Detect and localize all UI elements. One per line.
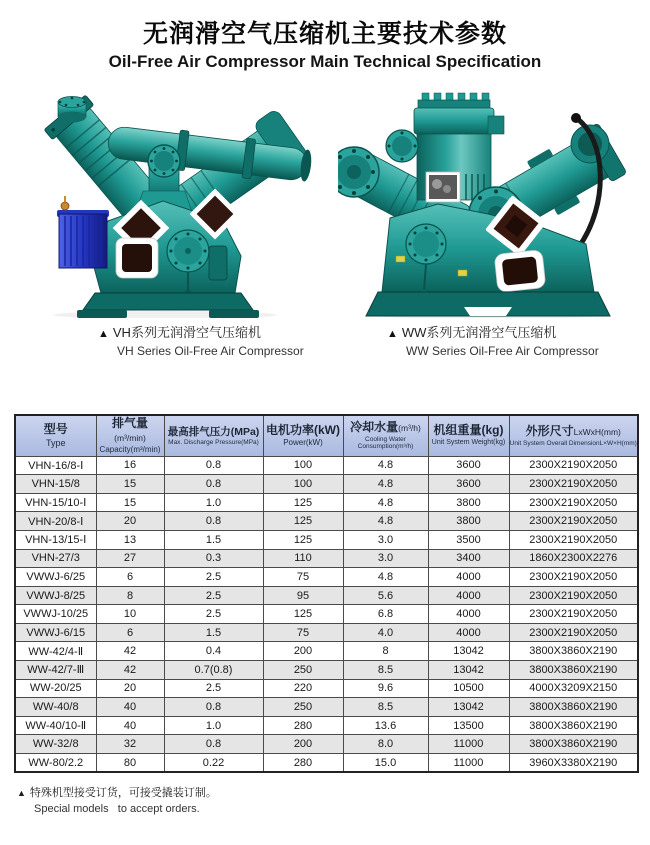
value-cell: 6	[96, 623, 164, 642]
spec-table	[14, 414, 639, 773]
vh-caption	[98, 322, 325, 358]
value-cell: 2300X2190X2050	[509, 530, 638, 549]
value-cell: 0.3	[164, 549, 263, 568]
spec-table-body	[15, 456, 638, 772]
value-cell: 1.5	[164, 530, 263, 549]
vh-caption-en: VH Series Oil-Free Air Compressor	[117, 344, 304, 358]
table-row	[15, 661, 638, 680]
value-cell: 3800X3860X2190	[509, 661, 638, 680]
value-cell: 2300X2190X2050	[509, 586, 638, 605]
value-cell: 95	[263, 586, 343, 605]
value-cell: 125	[263, 493, 343, 512]
value-cell: 20	[96, 679, 164, 698]
table-row	[15, 735, 638, 754]
ww-caption-en: WW Series Oil-Free Air Compressor	[406, 344, 599, 358]
value-cell: 125	[263, 530, 343, 549]
model-cell: WW-32/8	[15, 735, 96, 754]
value-cell: 3500	[428, 530, 509, 549]
value-cell: 3800	[428, 493, 509, 512]
value-cell: 4.8	[343, 512, 428, 531]
value-cell: 125	[263, 512, 343, 531]
value-cell: 13042	[428, 698, 509, 717]
product-vh	[0, 86, 325, 358]
col-header-capacity: 排气量(m³/min) Capacity(m³/min)	[96, 415, 164, 456]
value-cell: 80	[96, 754, 164, 773]
value-cell: 75	[263, 623, 343, 642]
value-cell: 3800X3860X2190	[509, 642, 638, 661]
value-cell: 1.0	[164, 493, 263, 512]
ww-caption	[387, 322, 650, 358]
table-row	[15, 549, 638, 568]
model-cell: VHN-20/8-Ⅰ	[15, 512, 96, 531]
table-row	[15, 475, 638, 494]
value-cell: 4000	[428, 568, 509, 587]
value-cell: 4000X3209X2150	[509, 679, 638, 698]
value-cell: 4000	[428, 586, 509, 605]
value-cell: 2.5	[164, 679, 263, 698]
value-cell: 110	[263, 549, 343, 568]
value-cell: 42	[96, 661, 164, 680]
model-cell: VWWJ-6/15	[15, 623, 96, 642]
value-cell: 13042	[428, 642, 509, 661]
value-cell: 0.22	[164, 754, 263, 773]
col-header-weight: 机组重量(kg) Unit System Weight(kg)	[428, 415, 509, 456]
value-cell: 2.5	[164, 586, 263, 605]
value-cell: 13500	[428, 716, 509, 735]
model-cell: WW-20/25	[15, 679, 96, 698]
value-cell: 15	[96, 493, 164, 512]
value-cell: 40	[96, 698, 164, 717]
value-cell: 0.8	[164, 735, 263, 754]
value-cell: 2300X2190X2050	[509, 568, 638, 587]
value-cell: 10500	[428, 679, 509, 698]
footnote-zh: 特殊机型接受订货，可接受撬装订制。	[29, 787, 217, 800]
model-cell: VWWJ-8/25	[15, 586, 96, 605]
vh-tee-flange	[148, 145, 180, 177]
table-row	[15, 605, 638, 624]
value-cell: 27	[96, 549, 164, 568]
value-cell: 4.8	[343, 475, 428, 494]
col-header-type: 型号 Type	[15, 415, 96, 456]
value-cell: 2.5	[164, 568, 263, 587]
ww-compressor-image	[338, 86, 638, 318]
value-cell: 0.8	[164, 475, 263, 494]
value-cell: 15	[96, 475, 164, 494]
value-cell: 11000	[428, 735, 509, 754]
ww-base	[366, 292, 610, 316]
table-row	[15, 623, 638, 642]
value-cell: 32	[96, 735, 164, 754]
value-cell: 3600	[428, 456, 509, 475]
value-cell: 3960X3380X2190	[509, 754, 638, 773]
value-cell: 1.0	[164, 716, 263, 735]
value-cell: 4.8	[343, 568, 428, 587]
model-cell: VHN-15/8	[15, 475, 96, 494]
value-cell: 13	[96, 530, 164, 549]
value-cell: 4000	[428, 605, 509, 624]
table-row	[15, 754, 638, 773]
value-cell: 280	[263, 754, 343, 773]
triangle-marker-icon: ▲	[17, 788, 26, 799]
value-cell: 0.8	[164, 512, 263, 531]
model-cell: VHN-16/8-Ⅰ	[15, 456, 96, 475]
value-cell: 2300X2190X2050	[509, 456, 638, 475]
value-cell: 3600	[428, 475, 509, 494]
value-cell: 10	[96, 605, 164, 624]
value-cell: 0.4	[164, 642, 263, 661]
table-row	[15, 568, 638, 587]
model-cell: VHN-13/15-Ⅰ	[15, 530, 96, 549]
table-row	[15, 679, 638, 698]
value-cell: 100	[263, 456, 343, 475]
value-cell: 8	[96, 586, 164, 605]
triangle-marker-icon: ▲	[98, 328, 109, 340]
value-cell: 20	[96, 512, 164, 531]
table-row	[15, 586, 638, 605]
model-cell: VHN-27/3	[15, 549, 96, 568]
value-cell: 8.0	[343, 735, 428, 754]
model-cell: WW-40/8	[15, 698, 96, 717]
table-row	[15, 642, 638, 661]
table-row	[15, 493, 638, 512]
header-row	[15, 415, 638, 456]
value-cell: 2.5	[164, 605, 263, 624]
footnote	[17, 784, 650, 815]
value-cell: 250	[263, 661, 343, 680]
value-cell: 200	[263, 642, 343, 661]
value-cell: 3.0	[343, 549, 428, 568]
value-cell: 5.6	[343, 586, 428, 605]
vh-caption-zh: VH系列无润滑空气压缩机	[112, 325, 261, 340]
col-header-pressure: 最高排气压力(MPa) Max. Discharge Pressure(MPa)	[164, 415, 263, 456]
value-cell: 16	[96, 456, 164, 475]
value-cell: 8.5	[343, 698, 428, 717]
value-cell: 75	[263, 568, 343, 587]
value-cell: 1.5	[164, 623, 263, 642]
triangle-marker-icon: ▲	[387, 328, 398, 340]
value-cell: 2300X2190X2050	[509, 512, 638, 531]
value-cell: 2300X2190X2050	[509, 475, 638, 494]
value-cell: 0.8	[164, 456, 263, 475]
value-cell: 3400	[428, 549, 509, 568]
value-cell: 4000	[428, 623, 509, 642]
model-cell: WW-42/4-Ⅱ	[15, 642, 96, 661]
value-cell: 0.7(0.8)	[164, 661, 263, 680]
model-cell: WW-80/2.2	[15, 754, 96, 773]
value-cell: 2300X2190X2050	[509, 605, 638, 624]
model-cell: WW-40/10-Ⅱ	[15, 716, 96, 735]
value-cell: 2300X2190X2050	[509, 493, 638, 512]
value-cell: 15.0	[343, 754, 428, 773]
value-cell: 6.8	[343, 605, 428, 624]
value-cell: 13042	[428, 661, 509, 680]
value-cell: 3800X3860X2190	[509, 735, 638, 754]
value-cell: 4.8	[343, 493, 428, 512]
table-row	[15, 512, 638, 531]
vh-suction-flange	[58, 97, 86, 123]
value-cell: 100	[263, 475, 343, 494]
page-subtitle: Oil-Free Air Compressor Main Technical Specification	[108, 52, 542, 71]
value-cell: 8.5	[343, 661, 428, 680]
value-cell: 9.6	[343, 679, 428, 698]
footnote-en: Special models to accept orders.	[34, 803, 200, 816]
value-cell: 13.6	[343, 716, 428, 735]
value-cell: 4.8	[343, 456, 428, 475]
value-cell: 11000	[428, 754, 509, 773]
value-cell: 3800	[428, 512, 509, 531]
value-cell: 280	[263, 716, 343, 735]
value-cell: 3800X3860X2190	[509, 716, 638, 735]
ww-caption-zh: WW系列无润滑空气压缩机	[401, 325, 557, 340]
value-cell: 2300X2190X2050	[509, 623, 638, 642]
table-row	[15, 530, 638, 549]
value-cell: 6	[96, 568, 164, 587]
model-cell: VWWJ-6/25	[15, 568, 96, 587]
value-cell: 3.0	[343, 530, 428, 549]
value-cell: 0.8	[164, 698, 263, 717]
value-cell: 8	[343, 642, 428, 661]
product-ww	[325, 86, 650, 358]
model-cell: WW-42/7-Ⅲ	[15, 661, 96, 680]
value-cell: 40	[96, 716, 164, 735]
col-header-power: 电机功率(kW) Power(kW)	[263, 415, 343, 456]
table-row	[15, 456, 638, 475]
value-cell: 125	[263, 605, 343, 624]
value-cell: 220	[263, 679, 343, 698]
value-cell: 1860X2300X2276	[509, 549, 638, 568]
value-cell: 200	[263, 735, 343, 754]
model-cell: VHN-15/10-Ⅰ	[15, 493, 96, 512]
vh-compressor-image	[13, 86, 313, 318]
col-header-dimensions: 外形尺寸LxWxH(mm) Unit System Overall DimensionL×W×H(mm)	[509, 415, 638, 456]
value-cell: 42	[96, 642, 164, 661]
page-title: 无润滑空气压缩机主要技术参数	[142, 20, 507, 48]
vh-blue-cooler	[57, 210, 109, 268]
col-header-cooling-water: 冷却水量(m³/h) Cooling Water Consumption(m³/h)	[343, 415, 428, 456]
value-cell: 3800X3860X2190	[509, 698, 638, 717]
table-row	[15, 716, 638, 735]
product-images-row	[0, 86, 650, 358]
model-cell: VWWJ-10/25	[15, 605, 96, 624]
value-cell: 4.0	[343, 623, 428, 642]
table-row	[15, 698, 638, 717]
value-cell: 250	[263, 698, 343, 717]
